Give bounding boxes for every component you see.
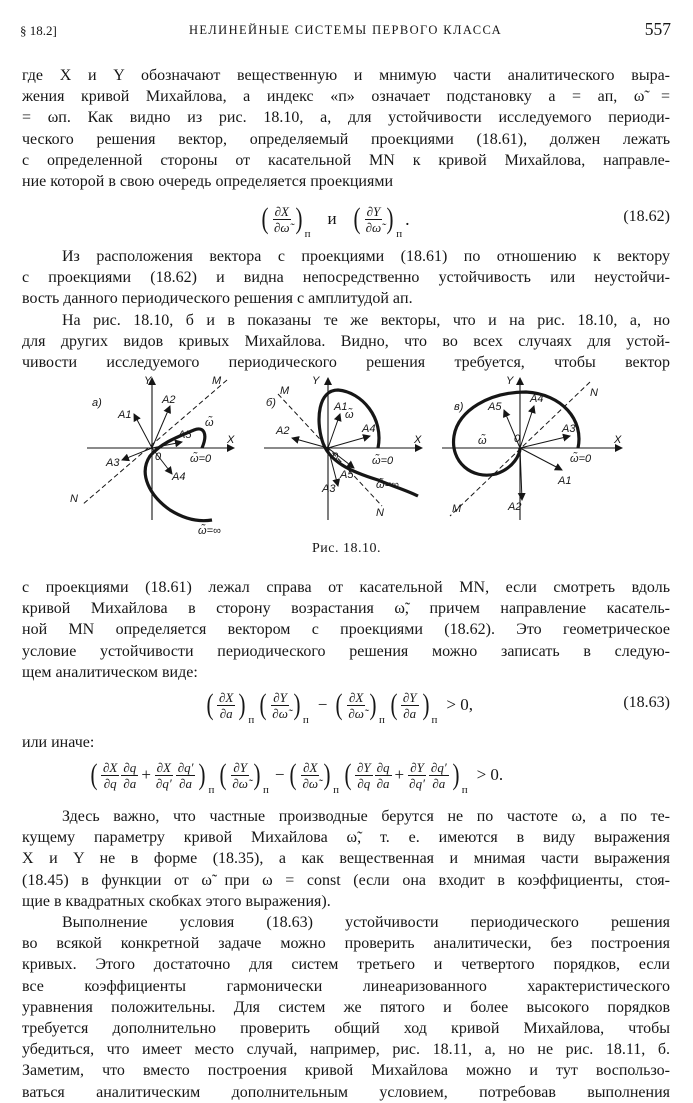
text-line: = ωп. Как видно из рис. 18.10, a, для устойчивости исследуемого периоди- [22,109,670,127]
denominator: ∂a [403,705,417,721]
text-line: ваться аналитическим дополнительным условием, потребовав выполнения [22,1083,670,1101]
subscript: п [378,714,385,726]
denominator: ∂ω̃ [365,219,382,235]
omega-tilde-label: ω̃ [205,417,214,429]
denominator: ∂ω̃ [274,219,290,235]
figure-drawing [22,370,670,540]
origin-label: 0 [332,451,339,463]
panel-tag: в) [454,401,464,413]
a5-label: A5 [488,401,502,413]
text-line: Здесь важно, что частные производные берутся не по частоте ω, а по те- [62,808,670,825]
text-line: ние которой в свою очередь определяется проекциями [22,172,394,190]
text-line: вость данного периодического решения с амплитудой aп. [22,290,413,308]
denominator: ∂ω̃ [232,775,248,791]
a2-label: A2 [276,425,290,437]
subscript: п [208,784,215,796]
a4-label: A4 [530,393,544,405]
paragraph-4 [22,577,670,683]
text-line: Заметим, что вместо построения кривой Михайлова можно и тут воспользо- [22,1062,670,1080]
section-ref: § 18.2] [20,23,57,38]
panel-a [70,375,235,537]
denominator: ∂q′ [409,775,425,791]
a3-label: A3 [562,423,576,435]
paragraph-1 [22,65,670,192]
omega-tilde-label: ω̃ [345,409,354,421]
denominator: ∂q′ [155,775,172,791]
running-header [20,19,671,41]
text-line: Из расположения вектора с проекциями (18.61) по отношению к вектору [62,248,670,265]
subscript: п [248,714,255,726]
numerator: ∂X [219,689,234,705]
numerator: ∂Y [273,689,287,705]
x-label: X [614,434,622,446]
text-line: X и Y не в форме (18.35), а как вещественная и мнимая части выражения [22,850,670,868]
text-line: уравнения положительны. Для систем же пятого и более высокого порядков [22,998,670,1016]
x-label: X [414,434,422,446]
omega-inf-label: ω̃=∞ [376,479,399,491]
text-line: с проекциями (18.62) и видна непосредственно устойчивость или неустойчи- [22,269,670,287]
denominator: ∂a [179,775,193,791]
text-line: с проекциями (18.61) лежал справа от касательной MN, если смотреть вдоль [22,579,670,596]
minus-sign: − [317,695,328,714]
panel-b [264,375,422,520]
numerator: ∂q [376,759,390,775]
figure-caption: Рис. 18.10. [312,541,381,556]
vector-a1 [328,414,340,448]
denominator: ∂ω̃ [272,705,288,721]
denominator: ∂q [103,775,117,791]
text-line: чивости исследуемого периодического решения требуется, чтобы вектор [22,354,670,372]
numerator: ∂X [303,759,318,775]
numerator: ∂Y [366,203,381,219]
a3-label: A3 [322,483,336,495]
chapter-title: НЕЛИНЕЙНЫЕ СИСТЕМЫ ПЕРВОГО КЛАССА [188,23,503,37]
vector-a5 [504,410,520,448]
text-line: с определенной стороны от касательной MN к кривой Михайлова, направле- [22,151,670,169]
n-label: N [376,507,384,519]
panel-c [442,375,622,520]
numerator: ∂Y [233,759,247,775]
a3-label: A3 [106,457,120,469]
connector: и [327,209,337,228]
denominator: ∂a [376,775,390,791]
plus-sign: + [141,765,151,784]
subscript: п [302,714,309,726]
text-line: кривых. Этого достаточно для систем третьего и четвертого порядков, если [22,956,670,974]
text-line: кривой Михайлова в сторону возрастания ω̃, причем направление касатель- [22,600,670,618]
denominator: ∂a [432,775,446,791]
y-label: Y [312,375,320,387]
m-label: M [452,503,462,515]
omega-zero-label: ω̃=0 [190,453,212,465]
denominator: ∂ω̃ [348,705,364,721]
text-line: (18.45) в функции от ω̃ при ω = const (если она входит в коэффициенты, стоя- [22,871,670,889]
omega-zero-label: ω̃=0 [570,453,592,465]
x-label: X [227,434,235,446]
subscript: п [304,228,311,240]
y-label: Y [506,375,514,387]
a5-label: A5 [340,469,354,481]
plus-sign: + [394,765,405,784]
numerator: ∂X [274,203,289,219]
a1-label: A1 [118,409,132,421]
subscript: п [333,784,339,796]
vector-a1 [520,448,562,470]
text-line: щем аналитическом виде: [22,663,198,681]
a2-label: A2 [162,394,176,406]
a1-label: A1 [558,475,572,487]
vector-a3 [520,436,570,448]
text-line: все коэффициенты гармонически линеаризованного характеристического [22,977,670,995]
text-line: Выполнение условия (18.63) устойчивости периодического решения [62,914,670,931]
vector-a4 [520,406,534,448]
paragraph-2 [22,246,670,310]
a4-label: A4 [172,471,186,483]
text-line: жения кривой Михайлова, а индекс «п» означает подстановку a = aп, ω̃ = [22,88,670,106]
n-label: N [590,387,598,399]
a2-label: A2 [508,501,522,513]
text-line: На рис. 18.10, б и в показаны те же векторы, что и на рис. 18.10, a, но [62,312,670,329]
inequality-tail: > 0, [446,695,473,714]
numerator: ∂q′ [177,759,194,775]
page-number: 557 [644,19,671,39]
y-label: Y [144,375,152,387]
panel-tag: a) [92,397,102,409]
numerator: ∂X [348,689,364,705]
origin-label: 0 [514,433,521,445]
text-line: во всякой конкретной задаче можно проверить аналитически, без построения [22,935,670,953]
text-line: щие в квадратных скобках этого выражения). [22,892,331,910]
a4-label: A4 [362,423,376,435]
m-label: M [212,375,222,387]
numerator: ∂q [123,759,137,775]
omega-tilde-label: ω̃ [478,435,487,447]
denominator: ∂a [219,705,233,721]
text-line: или иначе: [22,734,95,751]
text-line: где X и Y обозначают вещественную и мнимую части аналитического выра- [22,67,670,84]
numerator: ∂Y [402,689,417,705]
paragraph-3 [22,310,670,374]
subscript: п [262,784,269,796]
equation-18-63: ( $\frac{\partial X}{\partial a}$ ) п ( $\frac{\partial Y}{\partial\omegã}$ ) п − ( $\frac{\partial X}{\partial\omegã}$ ) п ( $\frac{\partial Y}{\partial a}$ ) п > 0, (18.63) [206,688,670,726]
text-line: ной MN определяется вектором с проекциями (18.62). Это геометрическое [22,621,670,639]
equation-expanded: ( $\frac{\partial X}{\partial q}$ $\frac{\partial q}{\partial a}$ + $\frac{\partial X}{\partial q'}$ $\frac{\partial q'}{\partial a}$ ) п ( $\frac{\partial Y}{\partial\omegã}$ ) п − ( $\frac{\partial X}{\partial\omegã}$ ) п ( $\frac{\partial Y}{\partial q}$ $\frac{\partial q}{\partial a}$ + $\frac{\partial Y}{\partial q'}$ $\frac{\partial q'}{\partial a}$ ) п > 0. [90,758,504,796]
text-line: убедиться, что имеет место случай, например, рис. 18.11, a, но не рис. 18.11, б. [22,1041,670,1059]
text-line: кущему параметру кривой Михайлова ω̃, т. е. имеются в виду выражения [22,829,670,847]
numerator: ∂Y [356,759,371,775]
subscript: п [461,784,468,796]
subscript: п [431,714,438,726]
text-line: условие устойчивости периодического решения можно записать в следую- [22,642,670,660]
denominator: ∂a [123,775,137,791]
a1-label: A1 [334,401,348,413]
origin-label: 0 [155,451,162,463]
figure-18-10 [22,370,670,540]
numerator: ∂q′ [430,759,447,775]
equation-18-62: ( $\frac{\partial X}{\partial\omegã}$ ) п и ( $\frac{\partial Y}{\partial\omegã}$ ) п . (18.62) [261,202,670,240]
subscript: п [396,228,403,240]
paragraph-5 [22,806,670,912]
equation-number: (18.63) [623,694,670,711]
vector-a4 [328,436,370,448]
numerator: ∂X [103,759,118,775]
numerator: ∂X [156,759,171,775]
denominator: ∂ω̃ [302,775,319,791]
numerator: ∂Y [410,759,424,775]
minus-sign: − [274,765,285,784]
n-label: N [70,493,78,505]
paragraph-6 [22,912,670,1103]
denominator: ∂q [357,775,371,791]
equation-number: (18.62) [623,208,670,225]
vector-a1 [134,414,152,448]
m-label: M [280,385,290,397]
text-line: ческого решения вектор, определяемый проекциями (18.61), должен лежать [22,130,670,148]
panel-tag: б) [266,397,276,409]
omega-inf-label: ω̃=∞ [198,525,221,537]
a5-label: A5 [178,429,192,441]
text-line: для других видов кривых Михайлова. Видно, что во всех случаях для устой- [22,333,670,351]
omega-zero-label: ω̃=0 [372,455,394,467]
inequality-tail: > 0. [476,765,504,784]
text-line: требуется дополнительно проверить общий ход кривой Михайлова, чтобы [22,1019,670,1037]
